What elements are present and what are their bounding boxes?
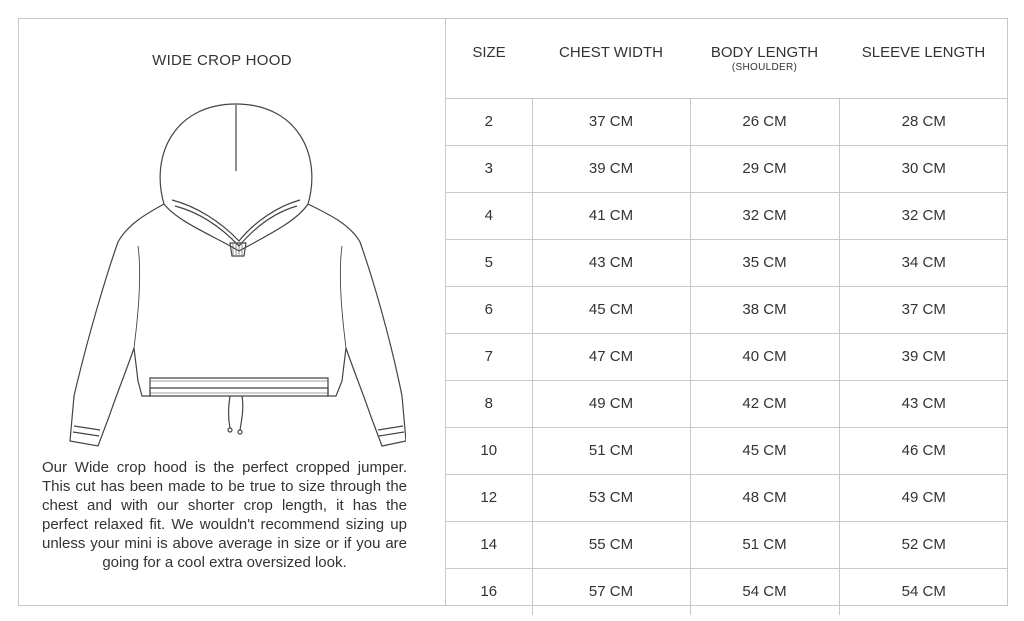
body-cell: 51 CM [690, 521, 839, 568]
sleeve-cell: 39 CM [839, 333, 1008, 380]
body-cell: 54 CM [690, 568, 839, 615]
size-chart-table [446, 18, 1008, 615]
size-cell: 14 [446, 521, 532, 568]
table-row [446, 521, 1008, 568]
sleeve-cell: 52 CM [839, 521, 1008, 568]
chest-cell: 43 CM [532, 239, 690, 286]
size-cell: 7 [446, 333, 532, 380]
size-cell: 3 [446, 145, 532, 192]
right-cuff [378, 426, 404, 436]
chest-cell: 39 CM [532, 145, 690, 192]
sleeve-cell: 28 CM [839, 98, 1008, 145]
drawstring [229, 396, 243, 430]
table-row [446, 145, 1008, 192]
body-cell: 35 CM [690, 239, 839, 286]
size-cell: 2 [446, 98, 532, 145]
table-row [446, 239, 1008, 286]
chest-cell: 49 CM [532, 380, 690, 427]
chest-cell: 47 CM [532, 333, 690, 380]
body-cell: 42 CM [690, 380, 839, 427]
sleeve-cell: 32 CM [839, 192, 1008, 239]
body-cell: 45 CM [690, 427, 839, 474]
hood-opening [172, 200, 300, 241]
header-size: SIZE [446, 18, 532, 98]
sleeve-cell: 46 CM [839, 427, 1008, 474]
table-row [446, 474, 1008, 521]
chest-cell: 37 CM [532, 98, 690, 145]
chest-cell: 53 CM [532, 474, 690, 521]
sleeve-cell: 49 CM [839, 474, 1008, 521]
table-row [446, 286, 1008, 333]
body-cell: 40 CM [690, 333, 839, 380]
product-title: WIDE CROP HOOD [152, 52, 292, 69]
header-chest-width: CHEST WIDTH [532, 18, 690, 98]
size-cell: 4 [446, 192, 532, 239]
sleeve-cell: 43 CM [839, 380, 1008, 427]
size-cell: 10 [446, 427, 532, 474]
table-header-row [446, 18, 1008, 98]
size-cell: 16 [480, 583, 498, 600]
body-cell: 26 CM [690, 98, 839, 145]
sleeve-cell: 34 CM [839, 239, 1008, 286]
left-cuff [73, 426, 100, 436]
sleeve-cell: 30 CM [839, 145, 1008, 192]
header-body-length-sub: (SHOULDER) [731, 62, 798, 73]
size-cell: 8 [446, 380, 532, 427]
size-cell: 12 [446, 474, 532, 521]
chest-cell: 51 CM [532, 427, 690, 474]
table-row [446, 98, 1008, 145]
chest-cell: 41 CM [532, 192, 690, 239]
sleeve-cell: 54 CM [839, 568, 1008, 615]
table-row [446, 192, 1008, 239]
chest-cell: 55 CM [532, 521, 690, 568]
body-cell: 32 CM [690, 192, 839, 239]
table-row [446, 427, 1008, 474]
header-body-length [690, 18, 839, 98]
header-body-length-label: BODY LENGTH [710, 44, 819, 61]
hoodie-sketch-illustration [46, 96, 406, 456]
product-description: Our Wide crop hood is the perfect cropped jumper. This cut has been made to be true to size through the chest and with our shorter crop length, it has the perfect relaxed fit. We wouldn't recommend sizing up unless your mini is above average in size or if you are going for a cool extra oversized look. [42, 459, 407, 571]
table-row [446, 333, 1008, 380]
header-sleeve-length: SLEEVE LENGTH [839, 18, 1008, 98]
size-cell: 5 [446, 239, 532, 286]
size-cell: 6 [446, 286, 532, 333]
chest-cell: 45 CM [532, 286, 690, 333]
sleeve-cell: 37 CM [839, 286, 1008, 333]
chest-cell: 57 CM [532, 568, 690, 615]
table-row [446, 568, 1008, 615]
body-cell: 48 CM [690, 474, 839, 521]
table-row [446, 380, 1008, 427]
body-cell: 29 CM [690, 145, 839, 192]
body-cell: 38 CM [690, 286, 839, 333]
product-panel [18, 18, 446, 606]
